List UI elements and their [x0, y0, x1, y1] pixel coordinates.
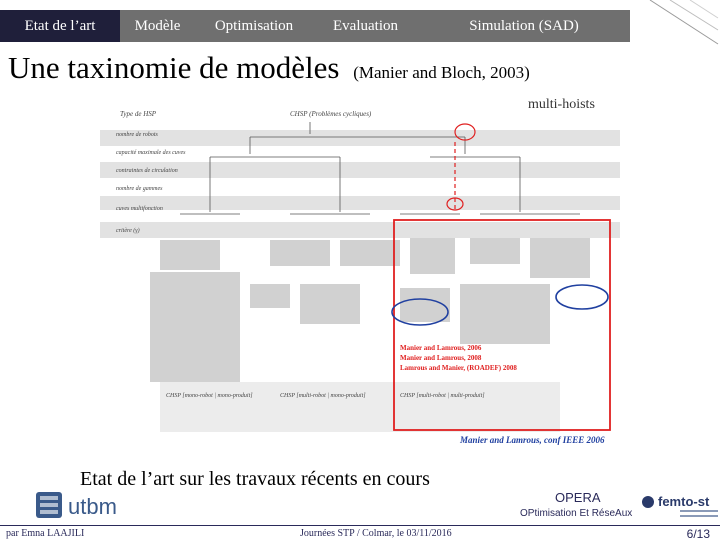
title-reference: (Manier and Bloch, 2003) — [353, 63, 530, 82]
footer-author: par Emna LAAJILI — [6, 528, 85, 539]
bottom-label-left: CHSP [mono-robot | mono-produit] — [166, 393, 253, 399]
band-bottom — [160, 382, 560, 432]
bottom-label-mid: CHSP [multi-robot | mono-produit] — [280, 393, 366, 399]
page-number: 6/13 — [686, 527, 710, 541]
bottom-label-right: CHSP [multi-robot | multi-produit] — [400, 393, 485, 399]
row-label-capacite: capacité maximale des cuves — [116, 150, 186, 156]
footer-divider — [0, 525, 720, 526]
opera-subtitle: OPtimisation Et RéseAux — [520, 508, 633, 519]
slide-corner-decoration — [630, 0, 720, 46]
footer-event: Journées STP / Colmar, le 03/11/2016 — [300, 528, 452, 539]
multi-hoists-label: multi-hoists — [528, 97, 595, 112]
header-left: Type de HSP — [120, 110, 157, 118]
band-robots — [100, 130, 620, 146]
taxonomy-figure — [100, 92, 660, 452]
tab-modele[interactable]: Modèle — [120, 10, 195, 42]
red-ref-1: Manier and Lamrous, 2006 — [400, 344, 482, 352]
tab-etat-de-l-art[interactable]: Etat de l’art — [0, 10, 120, 42]
row-label-circulation: contraintes de circulation — [116, 168, 178, 174]
band-gammes — [100, 196, 620, 210]
nav-tabs — [0, 10, 630, 42]
row-label-critere: critère (γ) — [116, 228, 140, 234]
row-label-gammes: nombre de gammes — [116, 186, 163, 192]
title-main: Une taxinomie de modèles — [8, 50, 340, 85]
row-label-multifonction: cuves multifonction — [116, 206, 163, 212]
femto-logo-text: femto-st — [658, 494, 710, 509]
band-critere — [100, 222, 620, 238]
utbm-logo-text: utbm — [68, 494, 117, 519]
row-label-robots: nombre de robots — [116, 132, 158, 138]
header-right: CHSP (Problèmes cycliques) — [290, 110, 372, 118]
tab-simulation[interactable]: Simulation (SAD) — [418, 10, 630, 42]
tab-optimisation[interactable]: Optimisation — [195, 10, 313, 42]
utbm-logo — [36, 488, 156, 524]
slide-title — [8, 50, 530, 86]
tab-evaluation[interactable]: Evaluation — [313, 10, 418, 42]
figure-citation: Manier and Lamrous, conf IEEE 2006 — [460, 435, 605, 445]
opera-logo-text: OPERA — [555, 490, 601, 505]
femto-st-logo — [640, 486, 720, 522]
slide-caption: Etat de l’art sur les travaux récents en cours — [80, 468, 430, 490]
red-ref-3: Lamrous and Manier, (ROADEF) 2008 — [400, 364, 517, 372]
band-circulation — [100, 162, 620, 178]
red-ref-2: Manier and Lamrous, 2008 — [400, 354, 482, 362]
